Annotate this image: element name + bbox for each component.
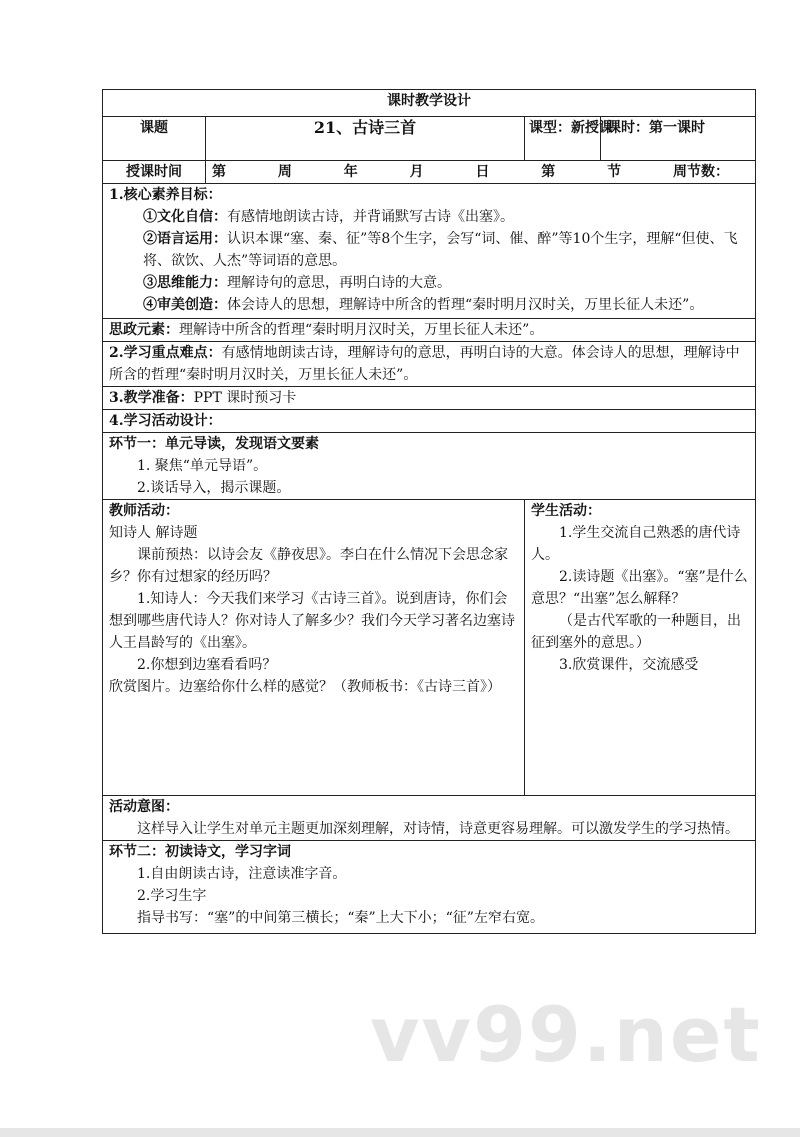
goal-item: ②语言运用：认识本课“塞、秦、征”等8个生字，会写“词、催、醉”等10个生字，理解“但使、飞将、欲饮、人杰”等词语的意思。 (143, 231, 738, 269)
intent-text: 这样导入让学生对单元主题更加深刻理解，对诗情，诗意更容易理解。可以激发学生的学习热情。 (137, 821, 739, 837)
activities-heading: 4.学习活动设计： (103, 410, 756, 433)
goal-item: ①文化自信：有感情地朗读古诗，并背诵默写古诗《出塞》。 (143, 209, 514, 225)
stage1-heading: 环节一：单元导读，发现语文要素 (109, 436, 319, 452)
prep-text: PPT 课时预习卡 (193, 390, 297, 406)
ideology-row (103, 319, 756, 342)
prep-label: 3.教学准备： (109, 390, 194, 406)
ideology-label: 思政元素： (109, 322, 179, 338)
stage1-line: 1. 聚焦“单元导语”。 (137, 458, 268, 474)
stage1-line: 2.谈话导入，揭示课题。 (137, 480, 291, 496)
watermark-text: vv99.net (370, 990, 762, 1079)
key-points-label: 2.学习重点难点： (109, 345, 222, 361)
lesson-title: 21、古诗三首 (206, 117, 525, 161)
time-section: 节 (607, 164, 622, 180)
lesson-period (601, 117, 756, 161)
time-month: 月 (409, 164, 424, 180)
prep-row (103, 387, 756, 410)
teacher-tail: 欣赏图片。边塞给你什么样的感觉？（教师板书：《古诗三首》） (109, 679, 501, 695)
doc-title: 课时教学设计 (103, 90, 756, 117)
student-activities (525, 500, 756, 796)
teacher-para: 1.知诗人：今天我们来学习《古诗三首》。说到唐诗，你们会想到哪些唐代诗人？你对诗人了解多少？我们今天学习著名边塞诗人王昌龄写的《出塞》。 (109, 591, 515, 651)
time-label: 授课时间 (103, 161, 206, 184)
time-week: 周 (277, 164, 292, 180)
teacher-activities (103, 500, 525, 796)
lesson-period-value: 第一课时 (649, 120, 705, 136)
time-weekly-count: 周节数： (673, 164, 730, 180)
key-points-text: 有感情地朗读古诗，理解诗句的意思，再明白诗的大意。体会诗人的思想，理解诗中所含的哲理“秦时明月汉时关，万里长征人未还”。 (109, 345, 740, 383)
student-line: 2.读诗题《出塞》。“塞”是什么意思？“出塞”怎么解释？ (531, 569, 748, 607)
student-heading: 学生活动： (531, 503, 601, 519)
time-year: 年 (343, 164, 358, 180)
goal-item: ④审美创造：体会诗人的思想，理解诗中所含的哲理“秦时明月汉时关，万里长征人未还”。 (143, 297, 704, 313)
teacher-para: 课前预热：以诗会友《静夜思》。李白在什么情况下会思念家乡？你有过想家的经历吗？ (109, 547, 508, 585)
lesson-type-value: 新授课 (571, 120, 613, 136)
student-line: 3.欣赏课件，交流感受 (559, 657, 699, 673)
stage2-heading: 环节二：初读诗文，学习字词 (109, 844, 291, 860)
topic-label: 课题 (103, 117, 206, 161)
student-line: （是古代军歌的一种题目，出征到塞外的意思。） (531, 613, 741, 651)
ideology-text: 理解诗中所含的哲理“秦时明月汉时关，万里长征人未还”。 (179, 322, 544, 338)
goal-item: ③思维能力：理解诗句的意思，再明白诗的大意。 (143, 275, 451, 291)
page-bottom-edge (0, 1128, 800, 1137)
time-section-prefix: 第 (541, 164, 556, 180)
teacher-sub: 知诗人 解诗题 (109, 525, 198, 541)
student-line: 1.学生交流自己熟悉的唐代诗人。 (531, 525, 741, 563)
core-goals-heading: 1.核心素养目标： (109, 187, 222, 203)
teacher-para: 2.你想到边塞看看吗？ (137, 657, 277, 673)
time-day: 日 (475, 164, 490, 180)
lesson-type (525, 117, 613, 161)
stage2-line: 指导书写：“塞”的中间第三横长；“秦”上大下小；“征”左窄右宽。 (137, 910, 544, 926)
stage1-row (103, 433, 756, 500)
teacher-heading: 教师活动： (109, 503, 179, 519)
stage2-row (103, 841, 756, 934)
time-week-prefix: 第 (212, 164, 226, 180)
time-fields (206, 161, 756, 184)
lesson-type-label: 课型： (529, 120, 571, 136)
core-goals (103, 184, 756, 319)
lesson-period-label: 课时： (607, 120, 649, 136)
key-points-row (103, 342, 756, 387)
intent-heading: 活动意图： (109, 799, 179, 815)
stage2-line: 1.自由朗读古诗，注意读准字音。 (137, 866, 347, 882)
intent-row (103, 796, 756, 841)
lesson-plan-table (102, 89, 756, 934)
stage2-line: 2.学习生字 (137, 888, 207, 904)
